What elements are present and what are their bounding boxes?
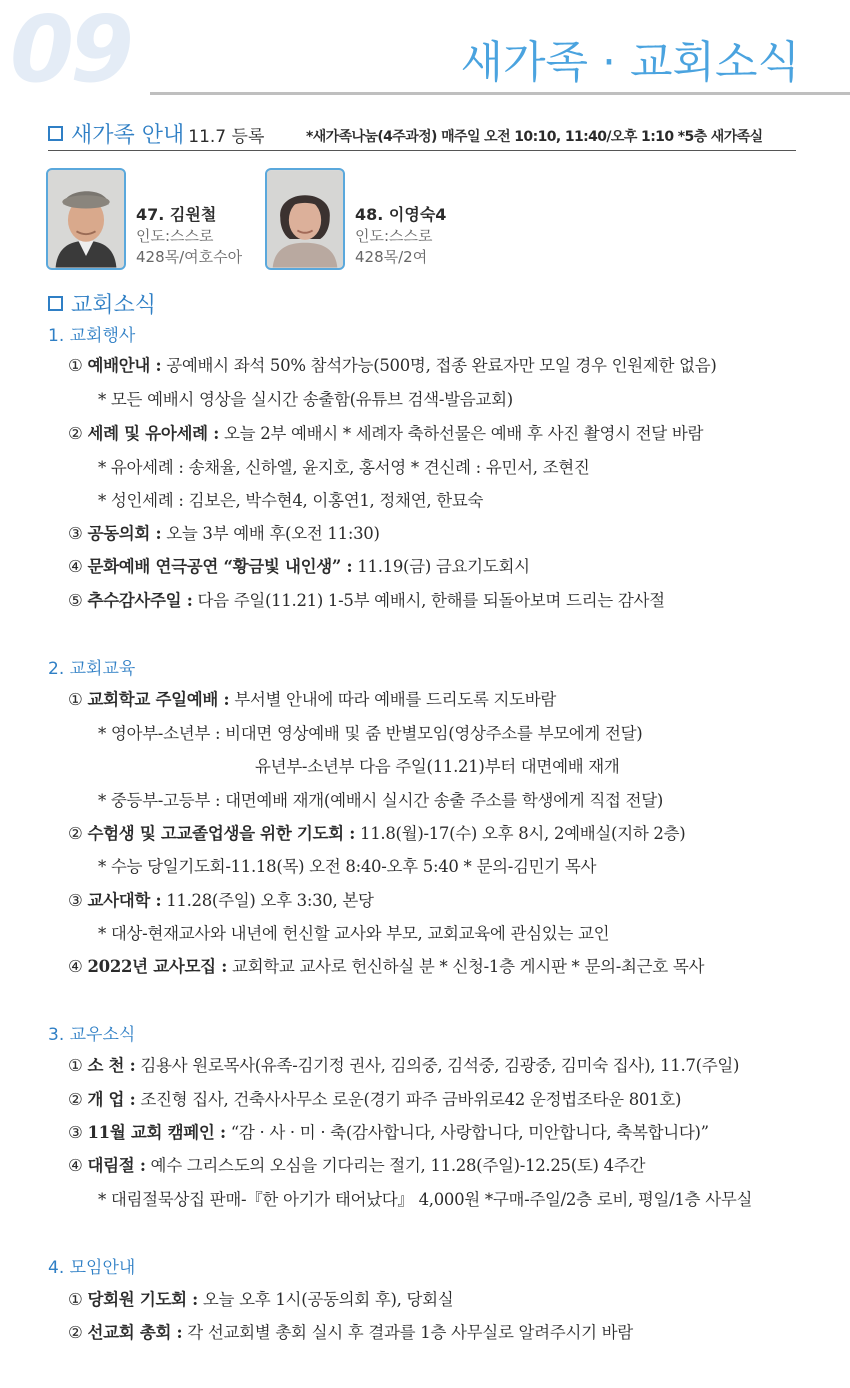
list-item: ④ 대림절 : 예수 그리스도의 오심을 기다리는 절기, 11.28(주일)-12.25(토) 4주간 <box>68 1156 646 1175</box>
list-item: ③ 교사대학 : 11.28(주일) 오후 3:30, 본당 <box>68 891 374 910</box>
newfamily-note: *새가족나눔(4주과정) 매주일 오전 10:10, 11:40/오후 1:10 *5층 새가족실 <box>306 129 763 145</box>
list-note: * 대상-현재교사와 내년에 헌신할 교사와 부모, 교회교육에 관심있는 교인 <box>98 924 610 943</box>
member-group: 428목/2여 <box>355 248 428 266</box>
list-note: * 수능 당일기도회-11.18(목) 오전 8:40-오후 5:40 * 문의-김민기 목사 <box>98 857 597 876</box>
subsection-title-members: 3. 교우소식 <box>48 1025 136 1045</box>
man-portrait-icon <box>48 170 124 268</box>
list-item: ② 선교회 총회 : 각 선교회별 총회 실시 후 결과를 1층 사무실로 알려주시기 바람 <box>68 1323 633 1342</box>
list-item: ④ 문화예배 연극공연 “황금빛 내인생” : 11.19(금) 금요기도회시 <box>68 557 530 576</box>
page-title: 새가족 · 교회소식 <box>460 37 800 88</box>
list-item: ② 수험생 및 고교졸업생을 위한 기도회 : 11.8(월)-17(수) 오후 8시, 2예배실(지하 2층) <box>68 824 686 843</box>
news-heading-text: 교회소식 <box>71 293 157 318</box>
title-rule <box>150 92 850 95</box>
checkbox-square-icon <box>48 126 63 141</box>
checkbox-square-icon <box>48 296 63 311</box>
member-photo <box>265 168 345 270</box>
subsection-title-education: 2. 교회교육 <box>48 659 136 679</box>
list-item: ① 교회학교 주일예배 : 부서별 안내에 따라 예배를 드리도록 지도바람 <box>68 690 557 709</box>
newfamily-heading-text: 새가족 안내 <box>71 123 185 148</box>
member-info <box>355 204 446 268</box>
page-number: 09 <box>10 0 131 103</box>
newfamily-date: 11.7 등록 <box>188 127 265 147</box>
news-heading <box>48 288 156 319</box>
list-note: * 영아부-소년부 : 비대면 영상예배 및 줌 반별모임(영상주소를 부모에게 전달) <box>98 724 643 743</box>
member-guide: 인도:스스로 <box>355 227 433 245</box>
list-note: * 성인세례 : 김보은, 박수현4, 이홍연1, 정채연, 한묘숙 <box>98 491 484 510</box>
list-item: ③ 11월 교회 캠페인 : “감 · 사 · 미 · 축(감사합니다, 사랑합니다, 미안합니다, 축복합니다)” <box>68 1123 709 1142</box>
list-item: ④ 2022년 교사모집 : 교회학교 교사로 헌신하실 분 * 신청-1층 게시판 * 문의-최근호 목사 <box>68 957 705 976</box>
list-note: * 중등부-고등부 : 대면예배 재개(예배시 실시간 송출 주소를 학생에게 직접 전달) <box>98 791 664 810</box>
woman-portrait-icon <box>267 170 343 268</box>
subsection-title-events: 1. 교회행사 <box>48 326 136 346</box>
member-photo <box>46 168 126 270</box>
list-item: ① 예배안내 : 공예배시 좌석 50% 참석가능(500명, 접종 완료자만 모일 경우 인원제한 없음) <box>68 356 717 375</box>
subsection-title-meetings: 4. 모임안내 <box>48 1258 136 1278</box>
list-note: * 대림절묵상집 판매-『한 아기가 태어났다』 4,000원 *구매-주일/2층 로비, 평일/1층 사무실 <box>98 1190 753 1209</box>
newfamily-heading <box>48 118 264 149</box>
member-name: 48. 이영숙4 <box>355 205 447 224</box>
list-item: ② 세례 및 유아세례 : 오늘 2부 예배시 * 세례자 축하선물은 예배 후 사진 촬영시 전달 바람 <box>68 424 704 443</box>
member-group: 428목/여호수아 <box>136 248 243 266</box>
list-note: * 모든 예배시 영상을 실시간 송출함(유튜브 검색-발음교회) <box>98 390 513 409</box>
member-name: 47. 김원철 <box>136 205 217 224</box>
newfamily-rule <box>48 150 796 151</box>
list-item: ③ 공동의회 : 오늘 3부 예배 후(오전 11:30) <box>68 524 380 543</box>
list-item: ⑤ 추수감사주일 : 다음 주일(11.21) 1-5부 예배시, 한해를 되돌아보며 드리는 감사절 <box>68 591 665 610</box>
member-guide: 인도:스스로 <box>136 227 214 245</box>
list-item: ① 소 천 : 김용사 원로목사(유족-김기정 권사, 김의중, 김석중, 김광중, 김미숙 집사), 11.7(주일) <box>68 1056 740 1075</box>
member-info <box>136 204 242 268</box>
list-note: * 유아세례 : 송채율, 신하엘, 윤지호, 홍서영 * 견신례 : 유민서, 조현진 <box>98 458 590 477</box>
list-note: 유년부-소년부 다음 주일(11.21)부터 대면예배 재개 <box>255 757 620 776</box>
list-item: ② 개 업 : 조진형 집사, 건축사사무소 로운(경기 파주 금바위로42 운정법조타운 801호) <box>68 1090 682 1109</box>
list-item: ① 당회원 기도회 : 오늘 오후 1시(공동의회 후), 당회실 <box>68 1290 454 1309</box>
